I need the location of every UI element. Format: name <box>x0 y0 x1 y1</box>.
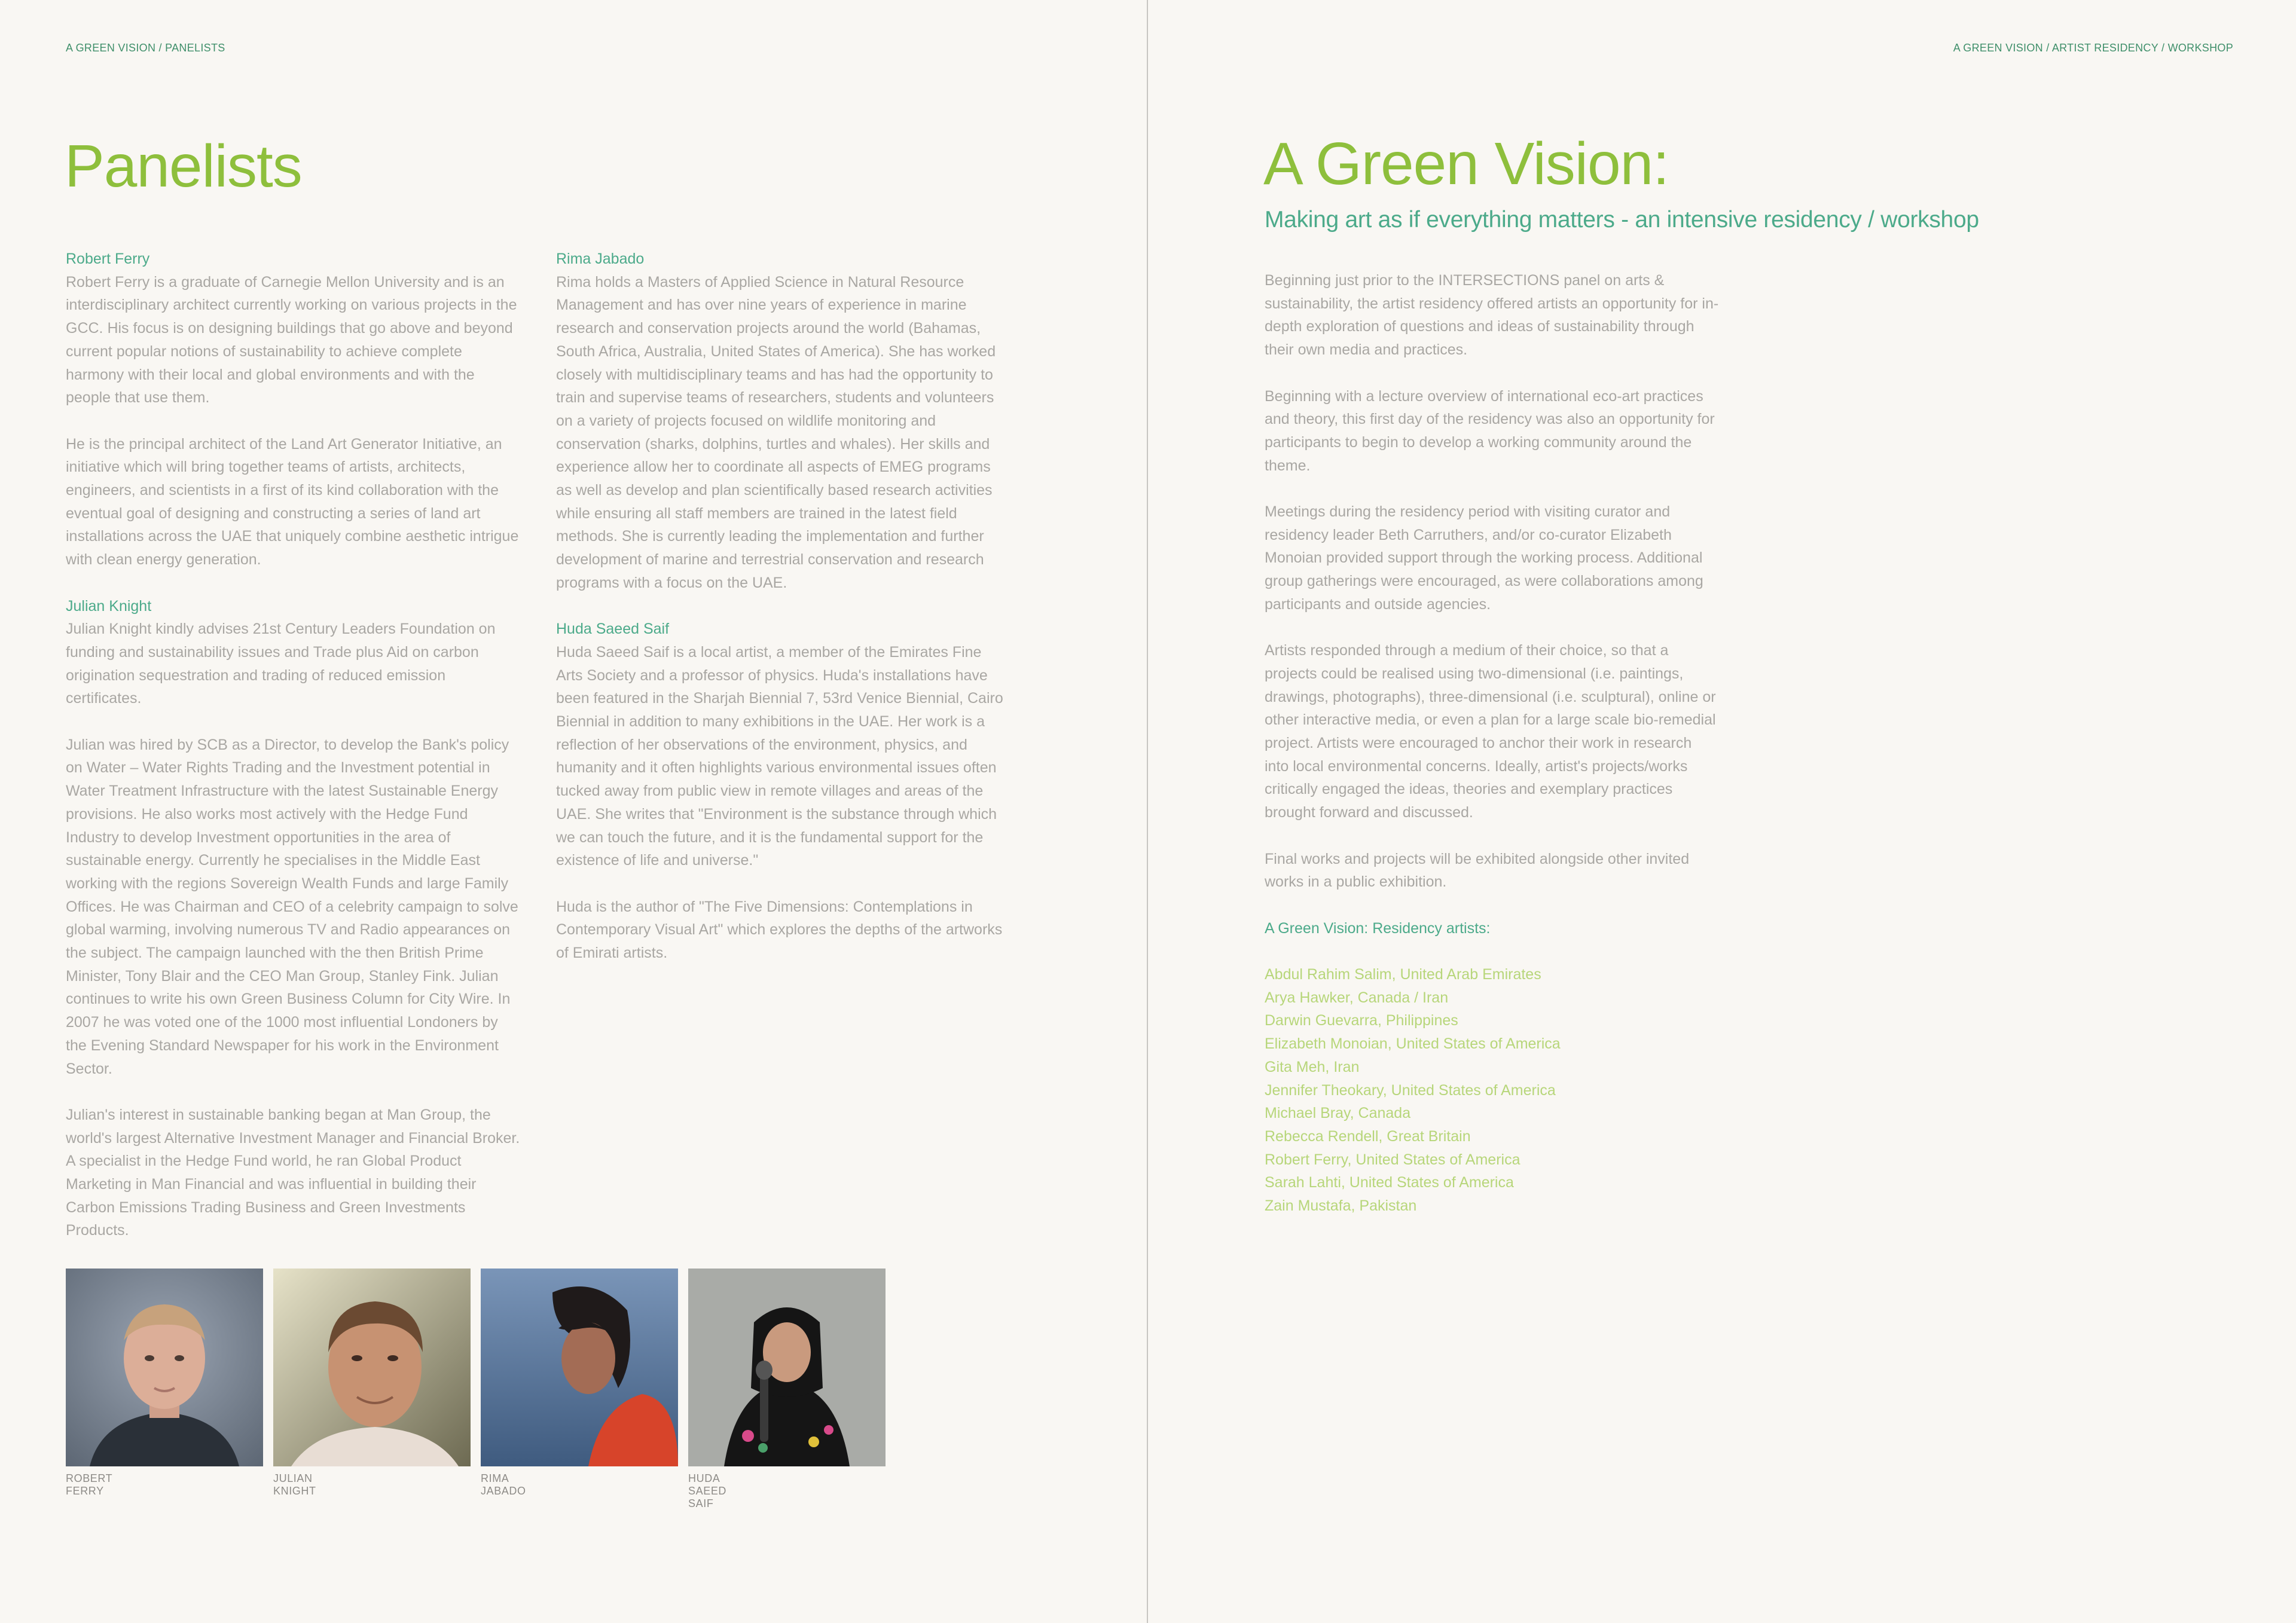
bio-rima-jabado <box>556 247 1010 595</box>
photo-julian-knight <box>273 1269 471 1466</box>
page-gutter-divider <box>1147 0 1148 1623</box>
bio-paragraph: Julian Knight kindly advises 21st Century Leaders Foundation on funding and sustainability issues and Trade plus Aid on carbon origination sequestration and trading of reduced emission certificates. <box>66 621 496 707</box>
bio-column-b <box>556 247 1010 988</box>
photo-caption: JULIAN KNIGHT <box>273 1472 316 1497</box>
portrait-image <box>688 1269 886 1466</box>
bio-paragraph: Huda is the author of "The Five Dimensions: Contemplations in Contemporary Visual Art" which explores the depths of the artworks of Emirati artists. <box>556 898 1003 962</box>
panelist-name: Huda Saeed Saif <box>556 621 670 638</box>
portrait-image <box>66 1269 263 1466</box>
bio-paragraph: Huda Saeed Saif is a local artist, a member of the Emirates Fine Arts Society and a professor of physics. Huda's installations have been featured in the Sharjah Biennial 7, 53rd Venice Biennial, Cairo Biennial in addition to many exhibitions in the UAE. Her work is a reflection of her observations of the environment, physics, and humanity and it often highlights various environmental issues often tucked away from public view in remote villages and areas of the UAE. She writes that "Environment is the substance through which we can touch the future, and it is the fundamental support for the existence of life and universe." <box>556 643 1003 869</box>
photo-huda-saeed-saif <box>688 1269 886 1466</box>
page-title-green-vision: A Green Vision: <box>1263 130 1669 197</box>
portrait-image <box>273 1269 471 1466</box>
bio-paragraph: Robert Ferry is a graduate of Carnegie Mellon University and is an interdisciplinary architect currently working on various projects in the GCC. His focus is on designing buildings that go above and beyond current popular notions of sustainability to achieve complete harmony with their local and global environments and with the people that use them. <box>66 273 517 406</box>
list-item: Gita Meh, Iran <box>1265 1058 1360 1075</box>
bio-column-a <box>66 247 520 1266</box>
list-item: Rebecca Rendell, Great Britain <box>1265 1127 1471 1145</box>
list-item: Darwin Guevarra, Philippines <box>1265 1012 1458 1029</box>
list-item: Jennifer Theokary, United States of America <box>1265 1081 1556 1099</box>
body-paragraph: Meetings during the residency period with visiting curator and residency leader Beth Carruthers, and/or co-curator Elizabeth Monoian provided support through the working process. Additional group gatherings were encouraged, as were collaborations among participants and outside agencies. <box>1265 503 1703 613</box>
list-item: Arya Hawker, Canada / Iran <box>1265 989 1449 1006</box>
panelist-name: Julian Knight <box>66 597 152 615</box>
list-item: Zain Mustafa, Pakistan <box>1265 1197 1417 1215</box>
portrait-image <box>481 1269 678 1466</box>
list-item: Abdul Rahim Salim, United Arab Emirates <box>1265 966 1541 983</box>
photo-robert-ferry <box>66 1269 263 1466</box>
body-paragraph: Beginning with a lecture overview of international eco-art practices and theory, this first day of the residency was also an opportunity for participants to begin to develop a working community around the theme. <box>1265 387 1715 474</box>
photo-caption: ROBERT FERRY <box>66 1472 112 1497</box>
photo-rima-jabado <box>481 1269 678 1466</box>
list-item: Robert Ferry, United States of America <box>1265 1151 1521 1168</box>
body-paragraph: Artists responded through a medium of their choice, so that a projects could be realised using two-dimensional (i.e. paintings, drawings, photographs), three-dimensional (i.e. sculptural), online or other interactive media, or even a plan for a large scale bio-remedial project. Artists were encouraged to anchor their work in research into local environmental concerns. Ideally, artist's projects/works critically engaged the ideas, theories and exemplary practices brought forward and discussed. <box>1265 642 1716 821</box>
list-item: Michael Bray, Canada <box>1265 1105 1411 1122</box>
photo-caption: HUDA SAEED SAIF <box>688 1472 727 1509</box>
page-title-panelists: Panelists <box>65 133 302 200</box>
running-head-right: A GREEN VISION / ARTIST RESIDENCY / WORKSHOP <box>1953 42 2233 54</box>
artist-list <box>1265 963 1719 1218</box>
running-head-left: A GREEN VISION / PANELISTS <box>66 42 225 54</box>
list-item: Sarah Lahti, United States of America <box>1265 1174 1514 1191</box>
residency-description <box>1265 269 1719 1218</box>
body-paragraph: Final works and projects will be exhibited alongside other invited works in a public exhibition. <box>1265 850 1690 891</box>
bio-paragraph: Rima holds a Masters of Applied Science in Natural Resource Management and has over nine years of experience in marine research and conservation projects around the world (Bahamas, South Africa, Australia, United States of America). She has worked closely with multidisciplinary teams and has had the opportunity to train and supervise teams of researchers, students and volunteers on a variety of projects focused on wildlife monitoring and conservation (sharks, dolphins, turtles and whales). Her skills and experience allow her to coordinate all aspects of EMEG programs as well as develop and plan scientifically based research activities while ensuring all staff members are trained in the latest field methods. She is currently leading the implementation and further development of marine and terrestrial conservation and research programs with a focus on the UAE. <box>556 273 996 591</box>
artists-heading: A Green Vision: Residency artists: <box>1265 919 1491 937</box>
body-paragraph: Beginning just prior to the INTERSECTIONS panel on arts & sustainability, the artist residency offered artists an opportunity for in-depth exploration of questions and ideas of sustainability through their own media and practices. <box>1265 272 1719 359</box>
bio-paragraph: Julian's interest in sustainable banking began at Man Group, the world's largest Alternative Investment Manager and Financial Broker. A specialist in the Hedge Fund world, he ran Global Product Marketing in Man Financial and was influential in building their Carbon Emissions Trading Business and Green Investments Products. <box>66 1106 520 1239</box>
bio-huda-saeed-saif <box>556 618 1010 965</box>
panelist-name: Rima Jabado <box>556 250 645 267</box>
photo-caption: RIMA JABADO <box>481 1472 526 1497</box>
bio-robert-ferry <box>66 247 520 571</box>
list-item: Elizabeth Monoian, United States of America <box>1265 1035 1561 1053</box>
page-subtitle: Making art as if everything matters - an intensive residency / workshop <box>1265 207 1979 233</box>
bio-julian-knight <box>66 595 520 1243</box>
panelist-name: Robert Ferry <box>66 250 150 267</box>
bio-paragraph: He is the principal architect of the Land Art Generator Initiative, an initiative which will bring together teams of artists, architects, engineers, and scientists in a first of its kind collaboration with the eventual goal of designing and constructing a series of land art installations across the UAE that uniquely combine aesthetic intrigue with clean energy generation. <box>66 435 519 568</box>
bio-paragraph: Julian was hired by SCB as a Director, to develop the Bank's policy on Water – Water Rights Trading and the Investment potential in Water Treatment Infrastructure with the latest Sustainable Energy provisions. He also works most actively with the Hedge Fund Industry to develop Investment opportunities in the area of sustainable energy. Currently he specialises in the Middle East working with the regions Sovereign Wealth Funds and large Family Offices. He was Chairman and CEO of a celebrity campaign to solve global warming, involving numerous TV and Radio appearances on the subject. The campaign launched with the then British Prime Minister, Tony Blair and the CEO Man Group, Stanley Fink. Julian continues to write his own Green Business Column for City Wire. In 2007 he was voted one of the 1000 most influential Londoners by the Evening Standard Newspaper for his work in the Environment Sector. <box>66 736 518 1077</box>
